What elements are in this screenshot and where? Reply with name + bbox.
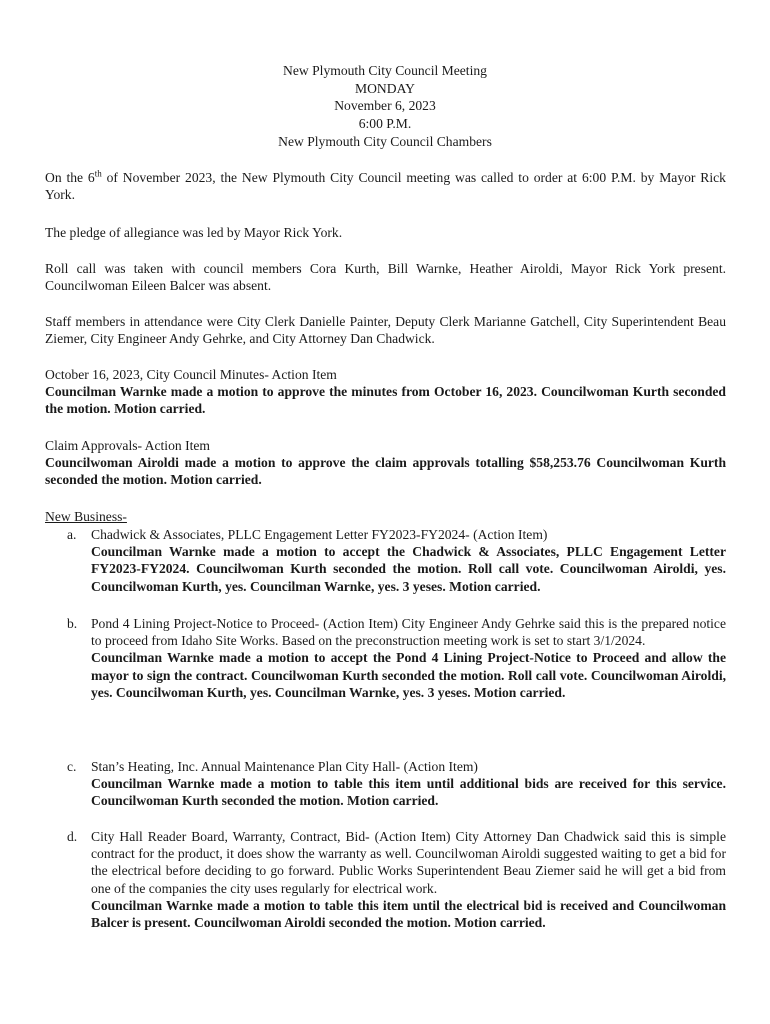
meeting-day: MONDAY [355,80,415,96]
meeting-header [0,62,770,150]
new-business-heading: New Business- [45,509,127,524]
meeting-title: New Plymouth City Council Meeting [283,63,487,78]
item-text: Chadwick & Associates, PLLC Engagement Letter FY2023-FY2024- (Action Item) [91,527,548,542]
claims-heading: Claim Approvals- Action Item [45,438,210,453]
list-item-c [45,758,726,810]
item-motion: Councilman Warnke made a motion to accept the Chadwick & Associates, PLLC Engagement Letter FY2023-FY2024. Councilwoman Kurth seconded the motion. Roll call vote. Councilwoman Airoldi, yes. Councilwoman Kurth, yes. Councilman Warnke, yes. 3 yeses. Motion carried. [91,544,726,594]
item-text: Pond 4 Lining Project-Notice to Proceed- (Action Item) City Engineer Andy Gehrke said this is the prepared notice to proceed from Idaho Site Works. Based on the preconstruction meeting work is set to start 3/1/2024. [91,616,726,649]
item-letter: c. [67,759,77,774]
list-item-d [45,828,726,931]
item-letter: b. [67,616,78,631]
item-motion: Councilman Warnke made a motion to table this item until the electrical bid is received and Councilwoman Balcer is present. Councilwoman Airoldi seconded the motion. Motion carried. [91,897,726,931]
minutes-motion: Councilman Warnke made a motion to approve the minutes from October 16, 2023. Councilwoman Kurth seconded the motion. Motion carried. [45,384,726,417]
staff-paragraph: Staff members in attendance were City Clerk Danielle Painter, Deputy Clerk Marianne Gatchell, City Superintendent Beau Ziemer, City Engineer Andy Gehrke, and City Attorney Dan Chadwick. [45,314,726,347]
item-motion: Councilman Warnke made a motion to accept the Pond 4 Lining Project-Notice to Proceed and allow the mayor to sign the contract. Councilwoman Kurth seconded the motion. Roll call vote. Councilwoman Airoldi, yes. Councilwoman Kurth, yes. Councilman Warnke, yes. 3 yeses. Motion carried. [91,650,726,700]
opening-text-post: of November 2023, the New Plymouth City Council meeting was called to order at 6:00 P.M. by Mayor Rick York. [45,170,726,203]
opening-ordinal-suffix: th [94,168,102,179]
minutes-heading: October 16, 2023, City Council Minutes- Action Item [45,367,337,382]
list-item-b [45,615,726,701]
meeting-location: New Plymouth City Council Chambers [278,133,492,149]
claims-section [45,437,726,489]
minutes-section [45,366,726,418]
roll-call-paragraph: Roll call was taken with council members Cora Kurth, Bill Warnke, Heather Airoldi, Mayor Rick York present. Councilwoman Eileen Balcer was absent. [45,261,726,294]
item-text: Stan’s Heating, Inc. Annual Maintenance Plan City Hall- (Action Item) [91,759,478,774]
item-text: City Hall Reader Board, Warranty, Contract, Bid- (Action Item) City Attorney Dan Chadwick said this is simple contract for the product, it does show the warranty as well. Councilwoman Airoldi suggested waiting to get a bid for the electrical before deciding to go forward. Public Works Superintendent Beau Ziemer said he will get a bid from one of the companies the city uses regularly for electrical work. [91,829,726,896]
claims-motion: Councilwoman Airoldi made a motion to approve the claim approvals totalling $58,253.76 Councilwoman Kurth seconded the motion. Motion carried. [45,455,726,488]
item-motion: Councilman Warnke made a motion to table this item until additional bids are received for this service. Councilwoman Kurth seconded the motion. Motion carried. [91,776,726,809]
item-letter: d. [67,829,78,844]
meeting-time: 6:00 P.M. [358,116,412,132]
item-letter: a. [67,527,77,542]
pledge-paragraph: The pledge of allegiance was led by Mayor Rick York. [45,225,343,240]
opening-paragraph [45,169,726,203]
list-item-a [45,526,726,595]
meeting-date: November 6, 2023 [334,98,436,114]
opening-text-pre: On the 6 [45,170,95,185]
